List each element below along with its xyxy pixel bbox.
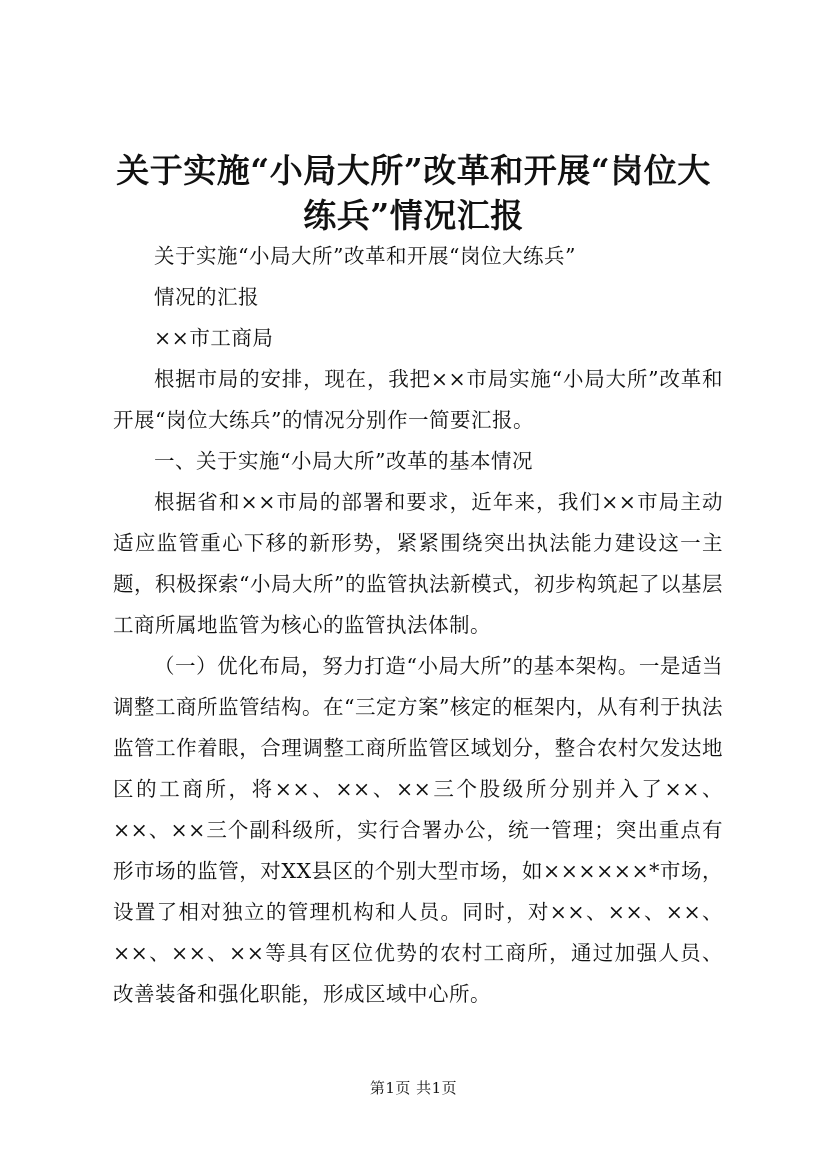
page-number-footer: 第1页 共1页 [369,1079,458,1097]
document-title: 关于实施“小局大所”改革和开展“岗位大练兵”情况汇报 [116,151,711,235]
body-paragraph: 根据省和××市局的部署和要求，近年来，我们××市局主动适应监管重心下移的新形势，紧紧围绕突出执法能力建设这一主题，积极探索“小局大所”的监管执法新模式，初步构筑起了以基层工商所属地监管为核心的监管执法体制。 [113,490,723,637]
body-paragraph: 关于实施“小局大所”改革和开展“岗位大练兵” [154,244,576,268]
body-paragraph: （一）优化布局，努力打造“小局大所”的基本架构。一是适当调整工商所监管结构。在“三定方案”核定的框架内，从有利于执法监管工作着眼，合理调整工商所监管区域划分，整合农村欠发达地区的工商所，将××、××、××三个股级所分别并入了××、××、××三个副科级所，实行合署办公，统一管理；突出重点有形市场的监管，对XX县区的个别大型市场，如××××××*市场，设置了相对独立的管理机构和人员。同时，对××、××、××、××、××、××等具有区位优势的农村工商所，通过加强人员、改善装备和强化职能，形成区域中心所。 [113,654,723,1006]
document-body [113,236,723,1015]
body-paragraph: 根据市局的安排，现在，我把××市局实施“小局大所”改革和开展“岗位大练兵”的情况分别作一简要汇报。 [113,367,723,432]
body-paragraph: 情况的汇报 [154,285,259,309]
body-paragraph: ××市工商局 [154,326,274,350]
section-heading: 一、关于实施“小局大所”改革的基本情况 [154,449,533,473]
